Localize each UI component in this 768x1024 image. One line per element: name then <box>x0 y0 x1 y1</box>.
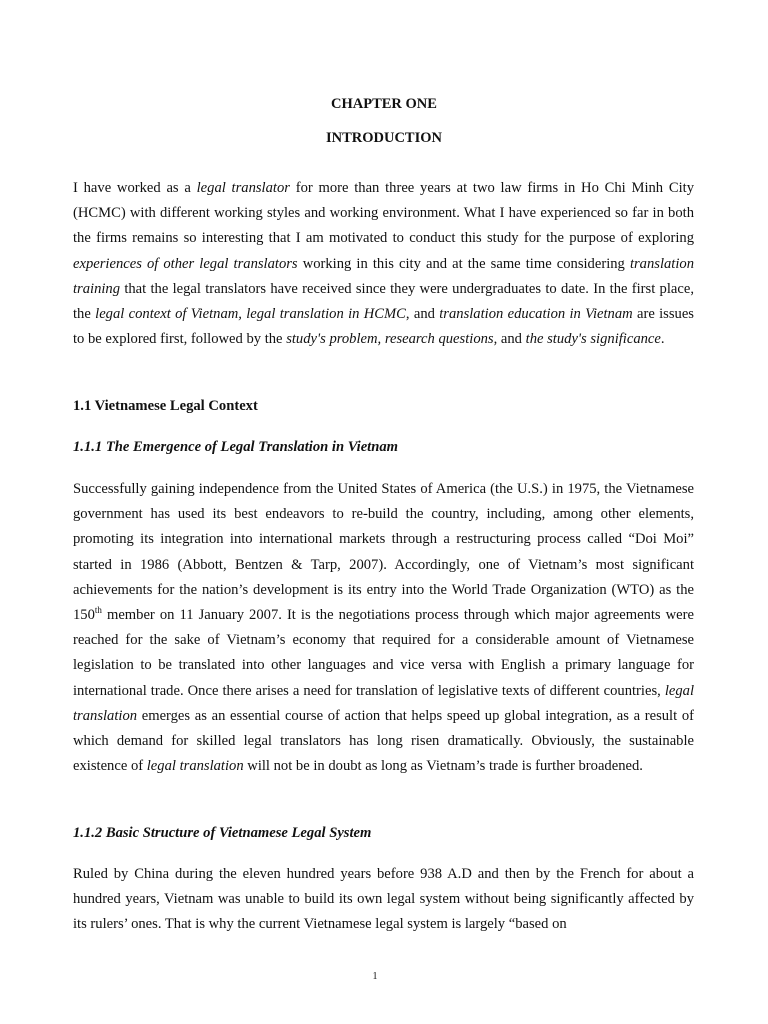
emphasis: legal translator <box>196 180 290 196</box>
emphasis: legal translation <box>73 682 694 724</box>
section-heading-1-1-2: 1.1.2 Basic Structure of Vietnamese Legal System <box>73 825 372 841</box>
body-paragraph: Successfully gaining independence from the United States of America (the U.S.) in 1975, the Vietnamese government has used its best endeavors to re-build the country, including, among other elements, promoting its integration into international markets through a restructuring process called “Doi Moi” started in 1986 (Abbott, Bentzen & Tarp, 2007). Accordingly, one of Vietnam’s most significant achievements for the nation’s development is its entry into the World Trade Organization (WTO) as the 150th member on 11 January 2007. It is the negotiations process through which major agreements were reached for the sake of Vietnam’s economy that required for a considerable amount of Vietnamese legislation to be translated into other languages and vice versa with English a primary language for international trade. Once there arises a need for translation of legislative texts of different countries, legal translation emerges as an essential course of action that helps speed up global integration, as a result of which demand for skilled legal translators has long risen dramatically. Obviously, the sustainable existence of legal translation will not be in doubt as long as Vietnam’s trade is further broadened. <box>73 481 694 775</box>
emphasis: legal context of Vietnam, legal translation in HCMC <box>95 306 406 323</box>
emphasis: legal translation <box>146 758 244 775</box>
emphasis: experiences of other legal translators <box>73 255 298 272</box>
page-number: 1 <box>372 971 378 982</box>
intro-paragraph: I have worked as a legal translator for more than three years at two law firms in Ho Chi Minh City (HCMC) with different working styles and working environment. What I have experienced so far in both the firms remains so interesting that I am motivated to conduct this study for the purpose of exploring experiences of other legal translators working in this city and at the same time considering translation training that the legal translators have received since they were undergraduates to date. In the first place, the legal context of Vietnam, legal translation in HCMC, and translation education in Vietnam are issues to be explored first, followed by the study's problem, research questions, and the study's significance. <box>73 180 695 348</box>
emphasis: study's problem, research questions <box>286 331 494 348</box>
superscript: th <box>94 605 102 616</box>
chapter-heading: CHAPTER ONE <box>331 96 437 112</box>
section-heading-1-1: 1.1 Vietnamese Legal Context <box>73 398 258 414</box>
section-heading-1-1-1: 1.1.1 The Emergence of Legal Translation in Vietnam <box>73 439 398 455</box>
chapter-title: INTRODUCTION <box>325 130 442 146</box>
emphasis: the study's significance <box>525 331 661 348</box>
emphasis: translation training <box>73 255 694 297</box>
body-paragraph: Ruled by China during the eleven hundred years before 938 A.D and then by the French for about a hundred years, Vietnam was unable to build its own legal system without being significantly affected by its rulers’ ones. That is why the current Vietnamese legal system is largely “based on <box>73 866 694 933</box>
emphasis: translation education in Vietnam <box>439 306 633 323</box>
